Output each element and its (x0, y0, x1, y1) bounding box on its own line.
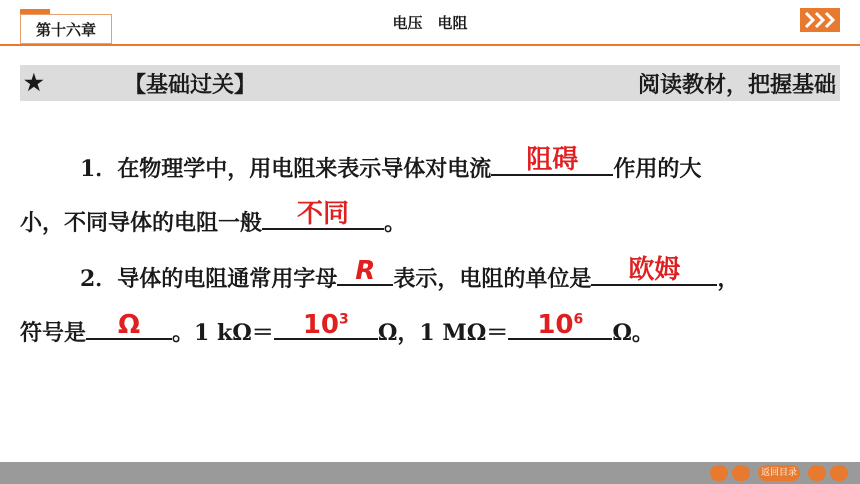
q1-blank-2 (262, 199, 384, 230)
q1-line2 (20, 199, 407, 237)
q1-line1 (80, 145, 702, 183)
q2-line1 (80, 255, 740, 293)
q2-text: 。1 kΩ＝ (172, 320, 274, 346)
header-divider (0, 44, 860, 46)
answer-text: 不同 (297, 199, 350, 229)
q2-text: ， (717, 266, 740, 292)
chapter-tab: 第十六章 (20, 14, 112, 44)
page-title: 电压 电阻 (392, 14, 468, 32)
q2-blank-3 (86, 310, 172, 340)
q1-text: 1．在物理学中，用电阻来表示导体对电流 (80, 156, 492, 182)
q2-blank-1 (337, 256, 393, 286)
q2-blank-4 (274, 310, 378, 340)
footer-bar (0, 462, 860, 484)
q2-blank-5 (508, 310, 612, 340)
q1-text: 。 (384, 210, 407, 236)
star-icon: ★ (24, 70, 44, 96)
q1-blank-1 (491, 145, 613, 176)
q2-text: 2．导体的电阻通常用字母 (80, 266, 338, 292)
q1-text: 小，不同导体的电阻一般 (20, 210, 263, 236)
prev-page-button[interactable] (732, 465, 750, 481)
answer-text: 阻碍 (526, 145, 579, 175)
last-page-button[interactable] (830, 465, 848, 481)
answer-text: R (355, 256, 376, 286)
section-subtitle: 阅读教材，把握基础 (637, 71, 836, 98)
q2-line2 (20, 310, 654, 347)
answer-text: $10^3$ (302, 310, 349, 340)
q2-text: 符号是 (20, 320, 87, 346)
q2-blank-2 (591, 255, 717, 286)
q2-text: 表示，电阻的单位是 (393, 266, 592, 292)
back-to-contents-button[interactable]: 返回目录 (758, 465, 800, 481)
section-banner (20, 65, 840, 101)
section-title: 【基础过关】 (124, 71, 257, 98)
first-page-button[interactable] (710, 465, 728, 481)
answer-text: 欧姆 (628, 255, 681, 285)
answer-text: $10^6$ (537, 310, 584, 340)
answer-text: Ω (117, 310, 141, 340)
next-page-button[interactable] (808, 465, 826, 481)
next-chevrons-icon[interactable] (800, 8, 840, 32)
q2-text: Ω，1 MΩ＝ (377, 320, 509, 346)
q1-text: 作用的大 (613, 156, 702, 182)
q2-text: Ω。 (612, 320, 654, 346)
